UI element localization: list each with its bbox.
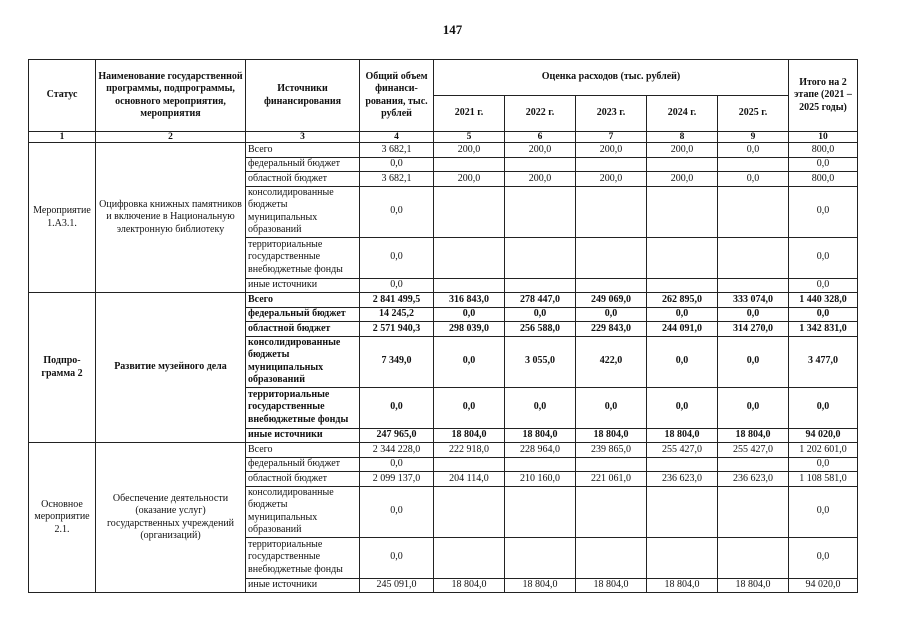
year-2023-cell: 200,0: [576, 172, 647, 187]
table-header: [29, 60, 858, 143]
header-year: 2023 г.: [576, 96, 647, 132]
stage-total-cell: 0,0: [789, 537, 858, 578]
funding-source-cell: территориальные государственные внебюджетные фонды: [246, 237, 360, 278]
year-2023-cell: 422,0: [576, 336, 647, 387]
funding-source-cell: федеральный бюджет: [246, 307, 360, 322]
funding-source-cell: Всего: [246, 143, 360, 158]
year-2024-cell: 262 895,0: [647, 293, 718, 308]
table-row: [29, 293, 858, 308]
year-2023-cell: 18 804,0: [576, 578, 647, 593]
total-cell: 2 571 940,3: [360, 322, 434, 337]
column-number: 9: [718, 132, 789, 143]
year-2024-cell: 0,0: [647, 387, 718, 428]
year-2025-cell: [718, 537, 789, 578]
stage-total-cell: 1 342 831,0: [789, 322, 858, 337]
year-2025-cell: [718, 186, 789, 237]
year-2021-cell: 200,0: [434, 172, 505, 187]
stage-total-cell: 800,0: [789, 143, 858, 158]
year-2024-cell: 0,0: [647, 336, 718, 387]
page-number: 147: [442, 22, 463, 37]
total-cell: 3 682,1: [360, 172, 434, 187]
column-number: 5: [434, 132, 505, 143]
year-2022-cell: [505, 486, 576, 537]
year-2022-cell: 200,0: [505, 172, 576, 187]
column-number: 2: [96, 132, 246, 143]
total-cell: 0,0: [360, 186, 434, 237]
funding-source-cell: областной бюджет: [246, 472, 360, 487]
budget-table: [28, 59, 858, 593]
year-2021-cell: [434, 537, 505, 578]
header-total: Общий объем финанси-рования, тыс. рублей: [360, 60, 434, 132]
year-2025-cell: [718, 157, 789, 172]
total-cell: 0,0: [360, 157, 434, 172]
year-2023-cell: 221 061,0: [576, 472, 647, 487]
funding-source-cell: федеральный бюджет: [246, 457, 360, 472]
total-cell: 0,0: [360, 486, 434, 537]
year-2022-cell: [505, 537, 576, 578]
column-number: 10: [789, 132, 858, 143]
year-2023-cell: [576, 237, 647, 278]
funding-source-cell: областной бюджет: [246, 322, 360, 337]
year-2025-cell: 0,0: [718, 336, 789, 387]
year-2024-cell: 200,0: [647, 172, 718, 187]
year-2021-cell: 204 114,0: [434, 472, 505, 487]
funding-source-cell: консолидированные бюджеты муниципальных образований: [246, 486, 360, 537]
year-2022-cell: [505, 186, 576, 237]
stage-total-cell: 0,0: [789, 457, 858, 472]
stage-total-cell: 800,0: [789, 172, 858, 187]
year-2022-cell: 210 160,0: [505, 472, 576, 487]
header-status: Статус: [29, 60, 96, 132]
year-2024-cell: [647, 537, 718, 578]
funding-source-cell: Всего: [246, 293, 360, 308]
stage-total-cell: 0,0: [789, 157, 858, 172]
year-2025-cell: 0,0: [718, 387, 789, 428]
stage-total-cell: 1 440 328,0: [789, 293, 858, 308]
year-2021-cell: 200,0: [434, 143, 505, 158]
stage-total-cell: 0,0: [789, 237, 858, 278]
year-2023-cell: [576, 486, 647, 537]
total-cell: 0,0: [360, 278, 434, 293]
total-cell: 2 344 228,0: [360, 443, 434, 458]
year-2024-cell: 18 804,0: [647, 578, 718, 593]
program-name-cell: Обеспечение деятельности (оказание услуг) государственных учреждений (организаций): [96, 443, 246, 593]
year-2025-cell: [718, 278, 789, 293]
year-2022-cell: 278 447,0: [505, 293, 576, 308]
year-2022-cell: [505, 457, 576, 472]
stage-total-cell: 0,0: [789, 307, 858, 322]
total-cell: 0,0: [360, 457, 434, 472]
year-2022-cell: 3 055,0: [505, 336, 576, 387]
total-cell: 2 841 499,5: [360, 293, 434, 308]
header-year: 2025 г.: [718, 96, 789, 132]
year-2024-cell: 200,0: [647, 143, 718, 158]
year-2024-cell: [647, 237, 718, 278]
year-2021-cell: 222 918,0: [434, 443, 505, 458]
year-2025-cell: 0,0: [718, 307, 789, 322]
header-year: 2024 г.: [647, 96, 718, 132]
total-cell: 0,0: [360, 387, 434, 428]
year-2021-cell: 316 843,0: [434, 293, 505, 308]
year-2025-cell: 18 804,0: [718, 428, 789, 443]
funding-source-cell: Всего: [246, 443, 360, 458]
year-2022-cell: 0,0: [505, 387, 576, 428]
table-row: [29, 143, 858, 158]
column-number: 1: [29, 132, 96, 143]
year-2021-cell: 18 804,0: [434, 428, 505, 443]
funding-source-cell: иные источники: [246, 428, 360, 443]
year-2022-cell: 0,0: [505, 307, 576, 322]
year-2025-cell: 333 074,0: [718, 293, 789, 308]
status-cell: Мероприятие 1.А3.1.: [29, 143, 96, 293]
total-cell: 14 245,2: [360, 307, 434, 322]
year-2025-cell: 18 804,0: [718, 578, 789, 593]
year-2023-cell: [576, 537, 647, 578]
column-number: 6: [505, 132, 576, 143]
year-2022-cell: [505, 237, 576, 278]
total-cell: 2 099 137,0: [360, 472, 434, 487]
funding-source-cell: консолидированные бюджеты муниципальных образований: [246, 336, 360, 387]
stage-total-cell: 1 108 581,0: [789, 472, 858, 487]
program-name-cell: Развитие музейного дела: [96, 293, 246, 443]
year-2023-cell: 18 804,0: [576, 428, 647, 443]
column-number: 4: [360, 132, 434, 143]
total-cell: 0,0: [360, 537, 434, 578]
year-2021-cell: [434, 486, 505, 537]
funding-source-cell: областной бюджет: [246, 172, 360, 187]
year-2023-cell: [576, 157, 647, 172]
funding-source-cell: консолидированные бюджеты муниципальных образований: [246, 186, 360, 237]
stage-total-cell: 0,0: [789, 387, 858, 428]
year-2022-cell: 256 588,0: [505, 322, 576, 337]
header-estimate: Оценка расходов (тыс. рублей): [434, 60, 789, 96]
year-2023-cell: [576, 186, 647, 237]
column-number: 8: [647, 132, 718, 143]
year-2021-cell: 0,0: [434, 307, 505, 322]
stage-total-cell: 3 477,0: [789, 336, 858, 387]
total-cell: 7 349,0: [360, 336, 434, 387]
year-2021-cell: 298 039,0: [434, 322, 505, 337]
year-2022-cell: 228 964,0: [505, 443, 576, 458]
status-cell: Подпро-грамма 2: [29, 293, 96, 443]
year-2024-cell: [647, 186, 718, 237]
total-cell: 245 091,0: [360, 578, 434, 593]
year-2024-cell: 18 804,0: [647, 428, 718, 443]
funding-source-cell: территориальные государственные внебюджетные фонды: [246, 537, 360, 578]
column-number: 7: [576, 132, 647, 143]
year-2021-cell: 0,0: [434, 336, 505, 387]
stage-total-cell: 0,0: [789, 186, 858, 237]
year-2022-cell: 200,0: [505, 143, 576, 158]
year-2025-cell: [718, 486, 789, 537]
year-2023-cell: 200,0: [576, 143, 647, 158]
year-2022-cell: [505, 278, 576, 293]
column-number-row: [29, 132, 858, 143]
header-stage-total: Итого на 2 этапе (2021 – 2025 годы): [789, 60, 858, 132]
table-body: [29, 143, 858, 593]
year-2023-cell: 249 069,0: [576, 293, 647, 308]
header-name: Наименование государственной программы, подпрограммы, основного мероприятия, мероприятия: [96, 60, 246, 132]
funding-source-cell: иные источники: [246, 578, 360, 593]
year-2023-cell: [576, 457, 647, 472]
year-2025-cell: 236 623,0: [718, 472, 789, 487]
year-2024-cell: [647, 457, 718, 472]
total-cell: 3 682,1: [360, 143, 434, 158]
year-2021-cell: 18 804,0: [434, 578, 505, 593]
year-2024-cell: 255 427,0: [647, 443, 718, 458]
funding-source-cell: территориальные государственные внебюджетные фонды: [246, 387, 360, 428]
year-2024-cell: [647, 278, 718, 293]
year-2025-cell: 0,0: [718, 172, 789, 187]
stage-total-cell: 0,0: [789, 486, 858, 537]
total-cell: 0,0: [360, 237, 434, 278]
year-2025-cell: [718, 237, 789, 278]
table-row: [29, 443, 858, 458]
year-2024-cell: [647, 486, 718, 537]
year-2021-cell: [434, 278, 505, 293]
status-cell: Основное мероприятие 2.1.: [29, 443, 96, 593]
column-number: 3: [246, 132, 360, 143]
year-2023-cell: 0,0: [576, 387, 647, 428]
stage-total-cell: 0,0: [789, 278, 858, 293]
year-2024-cell: 244 091,0: [647, 322, 718, 337]
year-2023-cell: [576, 278, 647, 293]
header-sources: Источники финансирования: [246, 60, 360, 132]
funding-source-cell: федеральный бюджет: [246, 157, 360, 172]
year-2022-cell: 18 804,0: [505, 578, 576, 593]
year-2023-cell: 239 865,0: [576, 443, 647, 458]
stage-total-cell: 94 020,0: [789, 578, 858, 593]
year-2023-cell: 0,0: [576, 307, 647, 322]
total-cell: 247 965,0: [360, 428, 434, 443]
year-2025-cell: 255 427,0: [718, 443, 789, 458]
year-2022-cell: [505, 157, 576, 172]
year-2021-cell: [434, 457, 505, 472]
year-2021-cell: [434, 157, 505, 172]
header-year: 2022 г.: [505, 96, 576, 132]
year-2025-cell: 0,0: [718, 143, 789, 158]
program-name-cell: Оцифровка книжных памятников и включение в Национальную электронную библиотеку: [96, 143, 246, 293]
year-2025-cell: 314 270,0: [718, 322, 789, 337]
year-2023-cell: 229 843,0: [576, 322, 647, 337]
stage-total-cell: 94 020,0: [789, 428, 858, 443]
year-2024-cell: 236 623,0: [647, 472, 718, 487]
year-2024-cell: 0,0: [647, 307, 718, 322]
year-2021-cell: [434, 237, 505, 278]
year-2022-cell: 18 804,0: [505, 428, 576, 443]
header-year: 2021 г.: [434, 96, 505, 132]
funding-source-cell: иные источники: [246, 278, 360, 293]
year-2021-cell: [434, 186, 505, 237]
year-2021-cell: 0,0: [434, 387, 505, 428]
year-2025-cell: [718, 457, 789, 472]
year-2024-cell: [647, 157, 718, 172]
stage-total-cell: 1 202 601,0: [789, 443, 858, 458]
